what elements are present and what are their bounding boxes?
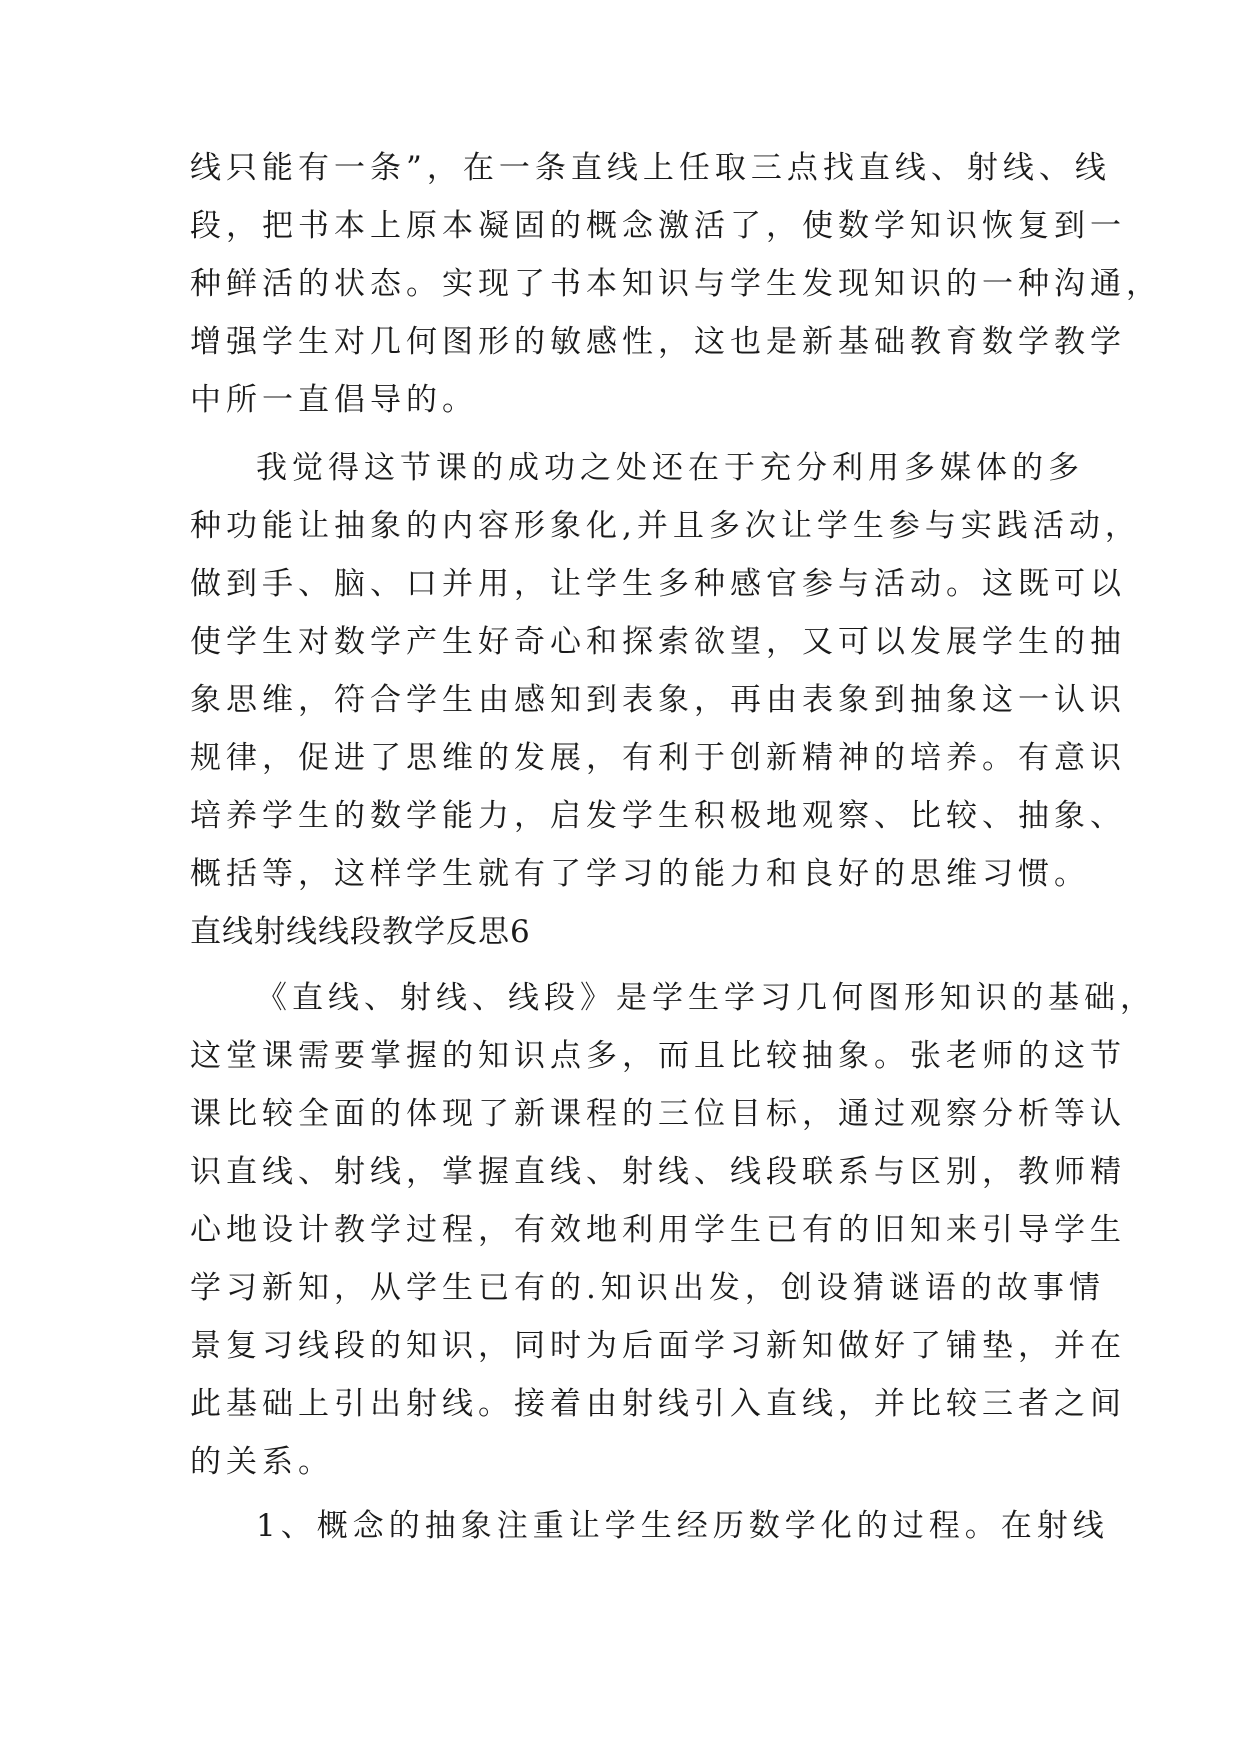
text-line: 1、概念的抽象注重让学生经历数学化的过程。在射线 [256, 1508, 1109, 1544]
text-line: 种功能让抽象的内容形象化,并且多次让学生参与实践活动， [190, 508, 1141, 544]
text-line: 种鲜活的状态。实现了书本知识与学生发现知识的一种沟通， [190, 266, 1162, 302]
text-line: 增强学生对几何图形的敏感性，这也是新基础教育数学教学 [190, 324, 1126, 360]
text-line: 使学生对数学产生好奇心和探索欲望，又可以发展学生的抽 [190, 624, 1126, 660]
text-line: 景复习线段的知识，同时为后面学习新知做好了铺垫，并在 [190, 1328, 1126, 1364]
text-line: 象思维，符合学生由感知到表象，再由表象到抽象这一认识 [190, 682, 1126, 718]
text-line: 规律，促进了思维的发展，有利于创新精神的培养。有意识 [190, 740, 1126, 776]
text-line: 我觉得这节课的成功之处还在于充分利用多媒体的多 [256, 450, 1084, 486]
text-line: 这堂课需要掌握的知识点多，而且比较抽象。张老师的这节 [190, 1038, 1126, 1074]
text-line: 段，把书本上原本凝固的概念激活了，使数学知识恢复到一 [190, 208, 1126, 244]
text-line: 学习新知，从学生已有的.知识出发，创设猜谜语的故事情 [190, 1270, 1105, 1306]
text-line: 中所一直倡导的。 [190, 382, 478, 418]
text-line: 的关系。 [190, 1444, 334, 1480]
section-title: 直线射线线段教学反思6 [190, 914, 531, 950]
text-line: 心地设计教学过程，有效地利用学生已有的旧知来引导学生 [190, 1212, 1126, 1248]
text-line: 此基础上引出射线。接着由射线引入直线，并比较三者之间 [190, 1386, 1126, 1422]
text-line: 做到手、脑、口并用，让学生多种感官参与活动。这既可以 [190, 566, 1126, 602]
text-line: 识直线、射线，掌握直线、射线、线段联系与区别，教师精 [190, 1154, 1126, 1190]
text-line: 培养学生的数学能力，启发学生积极地观察、比较、抽象、 [190, 798, 1126, 834]
text-line: 《直线、射线、线段》是学生学习几何图形知识的基础， [256, 980, 1156, 1016]
text-line: 概括等，这样学生就有了学习的能力和良好的思维习惯。 [190, 856, 1090, 892]
text-line: 课比较全面的体现了新课程的三位目标，通过观察分析等认 [190, 1096, 1126, 1132]
text-line: 线只能有一条”，在一条直线上任取三点找直线、射线、线 [190, 150, 1111, 186]
